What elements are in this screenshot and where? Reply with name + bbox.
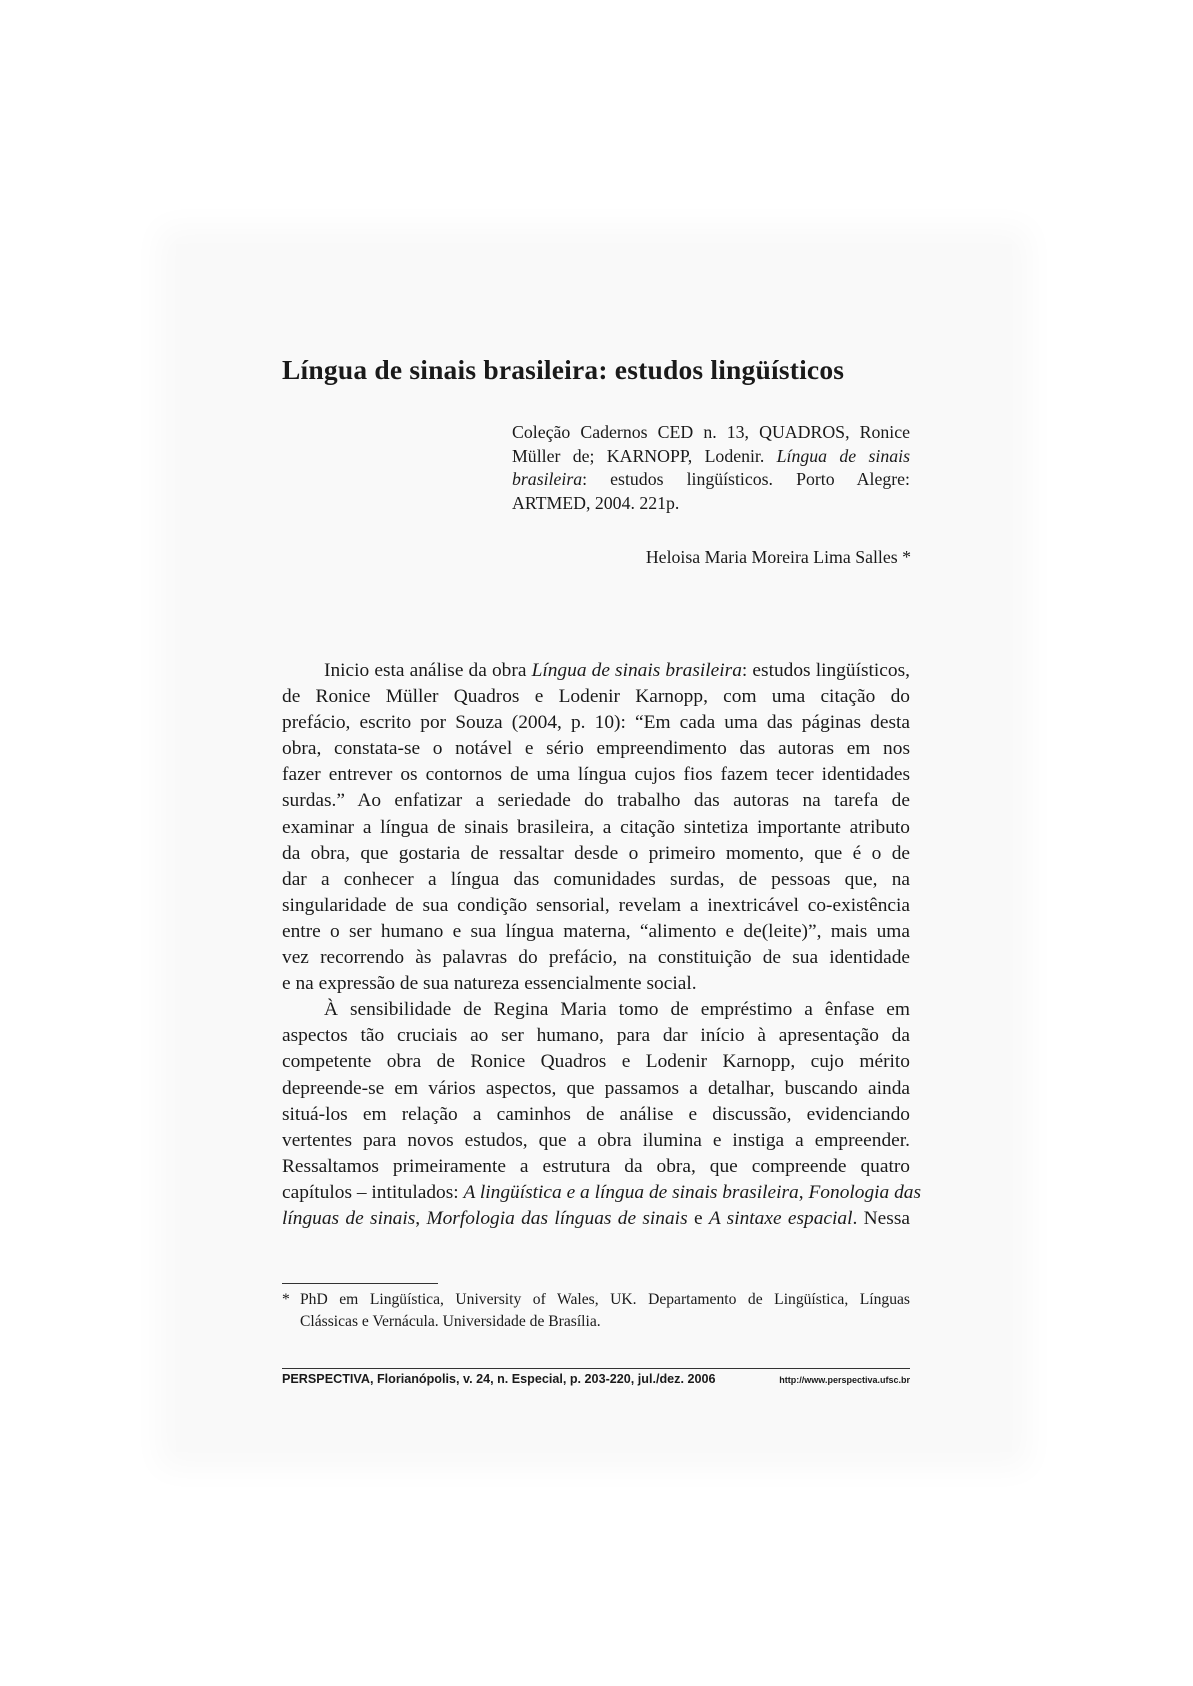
book-title-italic: Língua de sinais [776,445,910,466]
paragraph-2-line: capítulos – intitulados: A lingüística e a língua de sinais brasileira, Fonologia das [282,1181,922,1203]
article-title: Língua de sinais brasileira: estudos lingüísticos [282,354,845,385]
paragraph-1-line: surdas.” Ao enfatizar a seriedade do trabalho das autoras na tarefa de [282,790,910,812]
paragraph-2-line: Ressaltamos primeiramente a estrutura da obra, que compreende quatro [282,1155,910,1177]
reference-line: Müller de; KARNOPP, Lodenir. Língua de sinais [512,445,910,466]
journal-url[interactable]: http://www.perspectiva.ufsc.br [779,1375,910,1385]
paragraph-2-line: À sensibilidade de Regina Maria tomo de empréstimo a ênfase em [324,999,910,1021]
bibliographic-reference [512,421,910,515]
chapter-title-italic: Fonologia das [808,1181,922,1203]
review-author: Heloisa Maria Moreira Lima Salles * [645,547,911,567]
book-title-italic: brasileira [512,469,583,489]
chapter-title-italic: Morfologia das línguas de sinais [426,1207,688,1229]
article-body [282,658,922,1232]
journal-footer [282,1372,910,1386]
paragraph-2-line: situá-los em relação a caminhos de análise e discussão, evidenciando [282,1103,910,1125]
paragraph-1-line: prefácio, escrito por Souza (2004, p. 10): “Em cada uma das páginas desta [282,712,910,734]
footnote-line: Clássicas e Vernácula. Universidade de Brasília. [300,1313,601,1330]
paragraph-1-line: fazer entrever os contornos de uma língua cujos fios fazem tecer identidades [282,764,910,786]
paragraph-1-line: singularidade de sua condição sensorial, revelam a inextricável co-existência [282,894,910,916]
reference-line: ARTMED, 2004. 221p. [512,492,680,513]
paragraph-1-line: de Ronice Müller Quadros e Lodenir Karnopp, com uma citação do [282,686,910,708]
paragraph-2-line: competente obra de Ronice Quadros e Lodenir Karnopp, cujo mérito [282,1051,910,1073]
paragraph-1-line: vez recorrendo às palavras do prefácio, na constituição de sua identidade [282,947,910,969]
footnote-marker: * [282,1291,290,1308]
chapter-title-italic: A lingüística e a língua de sinais brasileira [463,1181,799,1203]
paragraph-1-line: examinar a língua de sinais brasileira, a citação sintetiza importante atributo [282,816,910,838]
paragraph-1-line: e na expressão de sua natureza essencialmente social. [282,973,697,995]
reference-line: Coleção Cadernos CED n. 13, QUADROS, Ronice [512,422,910,442]
paragraph-1-line: Inicio esta análise da obra Língua de sinais brasileira: estudos lingüísticos, [324,660,910,681]
paragraph-2-line: vertentes para novos estudos, que a obra ilumina e instiga a empreender. [282,1129,910,1151]
journal-citation: PERSPECTIVA, Florianópolis, v. 24, n. Especial, p. 203-220, jul./dez. 2006 [282,1372,716,1386]
footer-divider [282,1368,910,1369]
footnote-line: * PhD em Lingüística, University of Wales, UK. Departamento de Lingüística, Línguas [282,1289,910,1311]
paragraph-1-line: da obra, que gostaria de ressaltar desde o primeiro momento, que é o de [282,842,910,864]
paragraph-2-line: depreende-se em vários aspectos, que passamos a detalhar, buscando ainda [282,1077,910,1099]
paragraph-1-line: obra, constata-se o notável e sério empreendimento das autoras em nos [282,738,910,760]
chapter-title-italic: línguas de sinais [282,1207,416,1229]
chapter-title-italic: A sintaxe espacial [708,1207,853,1229]
reference-line: brasileira: estudos lingüísticos. Porto Alegre: [512,469,910,489]
paragraph-1-line: dar a conhecer a língua das comunidades surdas, de pessoas que, na [282,868,910,890]
paragraph-1-line: entre o ser humano e sua língua materna, “alimento e de(leite)”, mais uma [282,920,910,942]
paragraph-2-line: aspectos tão cruciais ao ser humano, para dar início à apresentação da [282,1025,910,1047]
paragraph-2-line: línguas de sinais, Morfologia das línguas de sinais e A sintaxe espacial. Nessa [282,1207,910,1229]
footnote-divider [282,1283,438,1284]
footnote [282,1289,910,1333]
